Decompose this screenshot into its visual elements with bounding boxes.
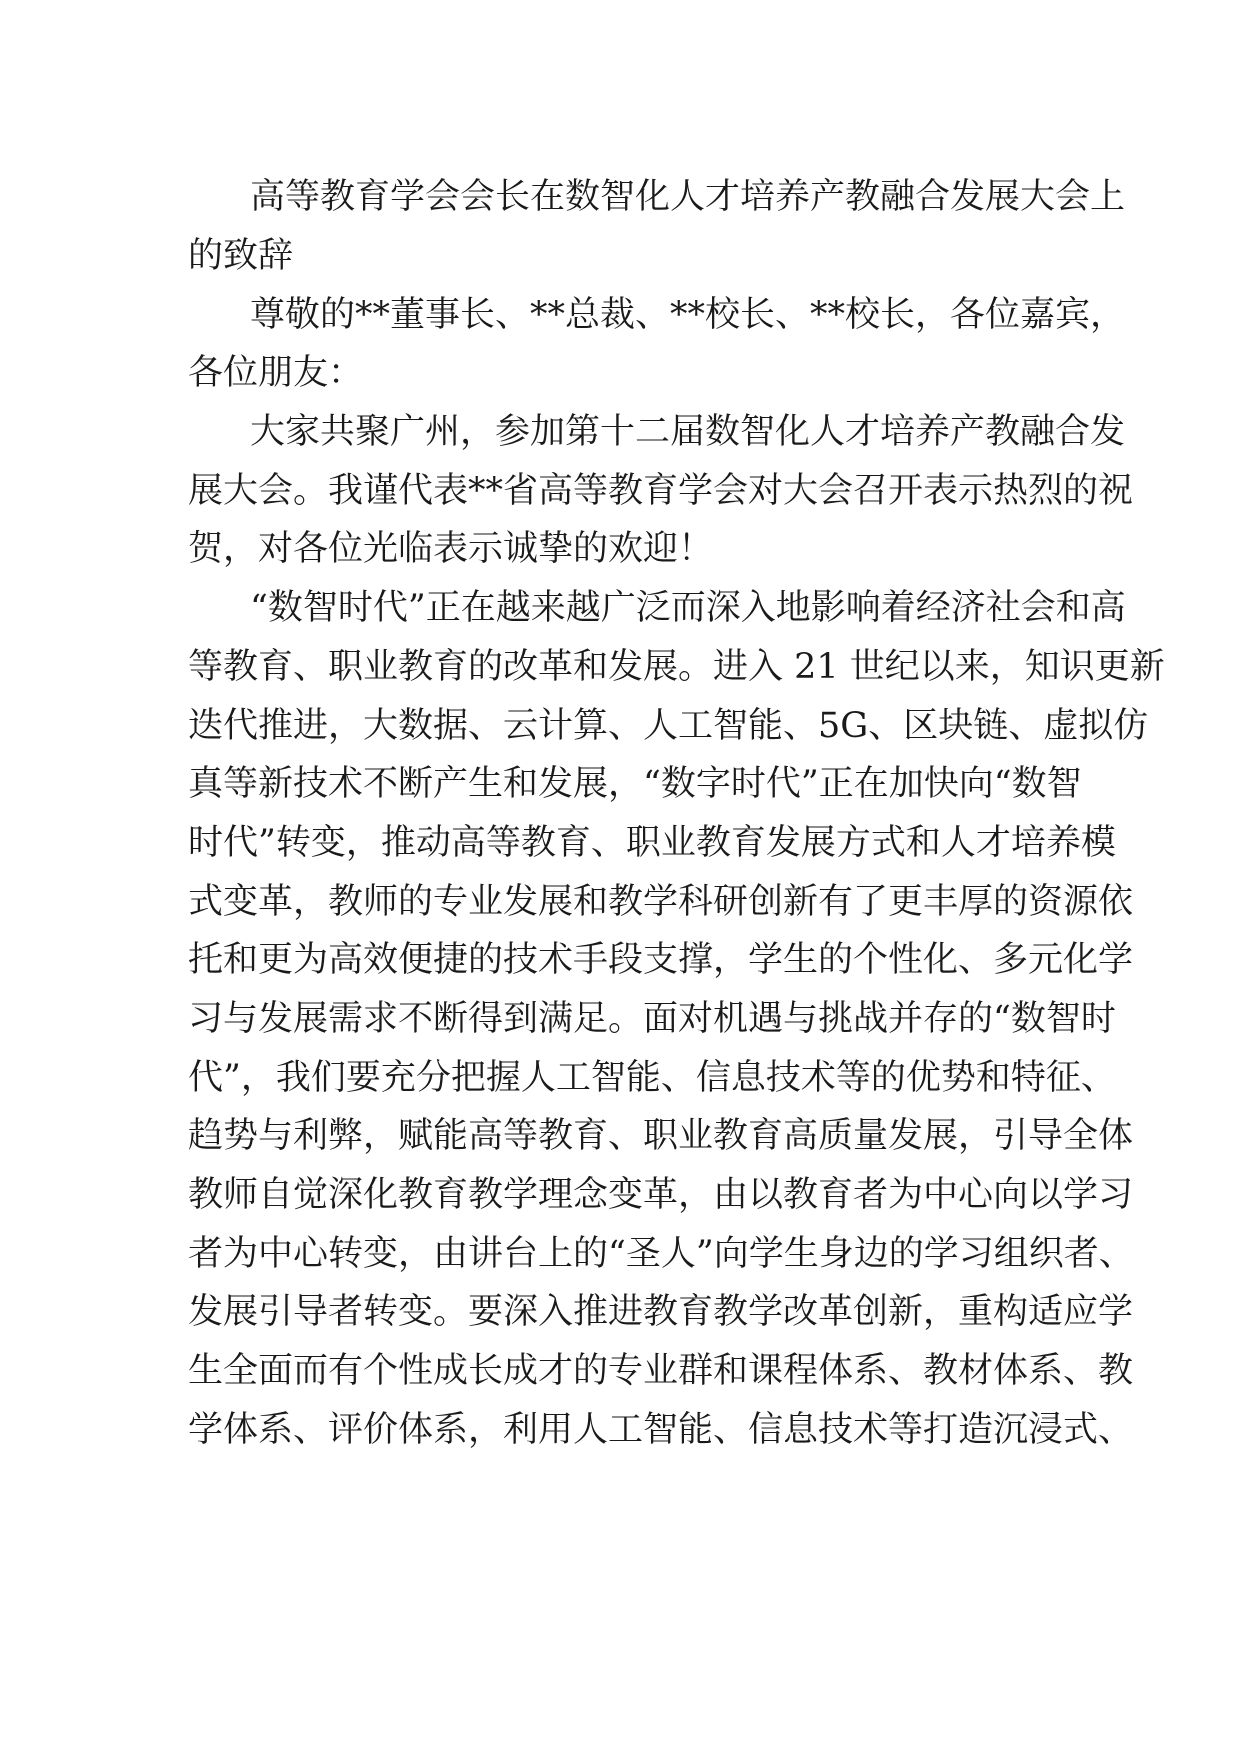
paragraph-2-line-3: 迭代推进，大数据、云计算、人工智能、5G、区块链、虚拟仿 <box>188 706 1149 746</box>
paragraph-2-line-6: 式变革，教师的专业发展和教学科研创新有了更丰厚的资源依 <box>188 882 1134 922</box>
paragraph-1-line-1: 大家共聚广州，参加第十二届数智化人才培养产教融合发 <box>250 412 1126 452</box>
paragraph-2-line-8: 习与发展需求不断得到满足。面对机遇与挑战并存的“数智时 <box>188 999 1116 1039</box>
paragraph-1-line-3: 贺，对各位光临表示诚挚的欢迎！ <box>188 529 714 569</box>
paragraph-2-line-4: 真等新技术不断产生和发展，“数字时代”正在加快向“数智 <box>188 764 1082 804</box>
paragraph-2-line-9: 代”，我们要充分把握人工智能、信息技术等的优势和特征、 <box>188 1058 1116 1098</box>
paragraph-2-line-5: 时代”转变，推动高等教育、职业教育发展方式和人才培养模 <box>188 823 1116 863</box>
paragraph-2-line-2: 等教育、职业教育的改革和发展。进入 21 世纪以来，知识更新 <box>188 647 1165 687</box>
paragraph-2-line-14: 生全面而有个性成长成才的专业群和课程体系、教材体系、教 <box>188 1351 1134 1391</box>
title-line-1: 高等教育学会会长在数智化人才培养产教融合发展大会上 <box>250 177 1126 217</box>
title-line-2: 的致辞 <box>188 236 294 276</box>
paragraph-1-line-2: 展大会。我谨代表**省高等教育学会对大会召开表示热烈的祝 <box>188 471 1134 511</box>
paragraph-2-line-15: 学体系、评价体系，利用人工智能、信息技术等打造沉浸式、 <box>188 1410 1134 1450</box>
paragraph-2-line-1: “数智时代”正在越来越广泛而深入地影响着经济社会和高 <box>250 588 1126 628</box>
paragraph-2-line-7: 托和更为高效便捷的技术手段支撑，学生的个性化、多元化学 <box>188 940 1134 980</box>
paragraph-2-line-13: 发展引导者转变。要深入推进教育教学改革创新，重构适应学 <box>188 1292 1134 1332</box>
paragraph-2-line-11: 教师自觉深化教育教学理念变革，由以教育者为中心向以学习 <box>188 1175 1134 1215</box>
salutation-line-2: 各位朋友： <box>188 353 364 393</box>
paragraph-2-line-12: 者为中心转变，由讲台上的“圣人”向学生身边的学习组织者、 <box>188 1234 1134 1274</box>
paragraph-2-line-10: 趋势与利弊，赋能高等教育、职业教育高质量发展，引导全体 <box>188 1116 1134 1156</box>
salutation-line-1: 尊敬的**董事长、**总裁、**校长、**校长，各位嘉宾， <box>250 295 1126 335</box>
